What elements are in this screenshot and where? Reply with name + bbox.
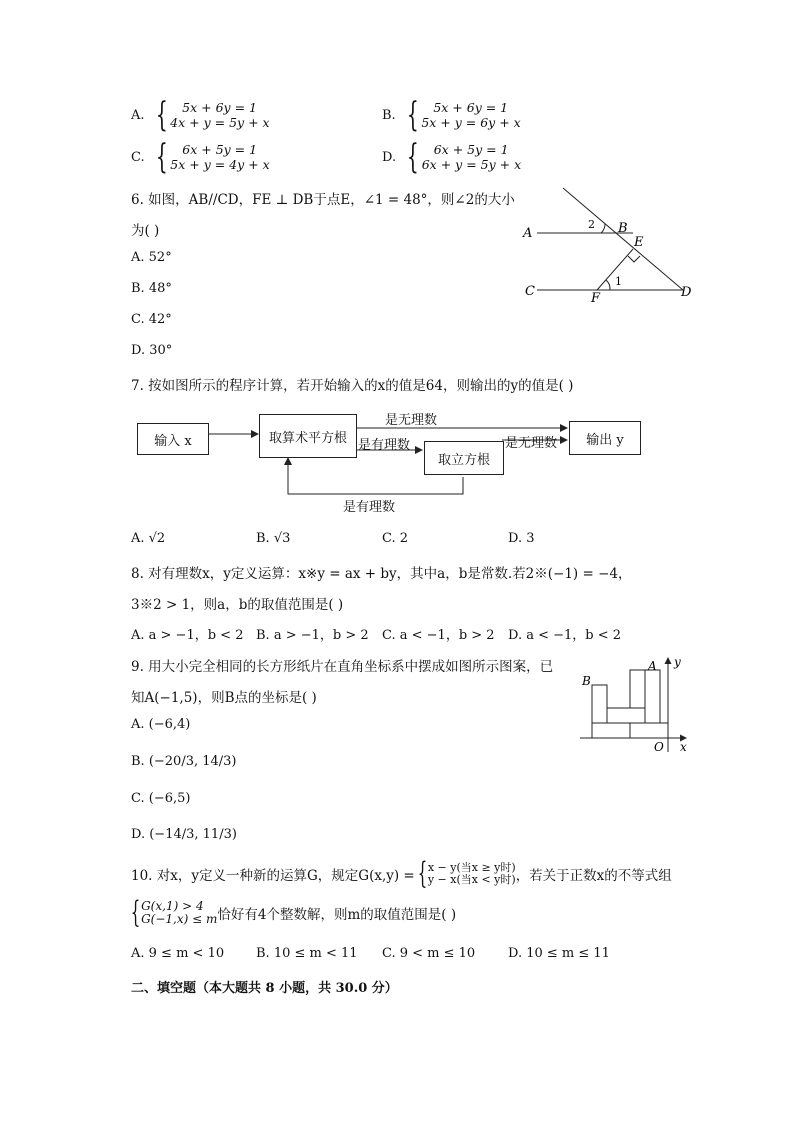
label-irrational-top: 是无理数 [385,413,438,428]
rect-right-upright [645,670,660,723]
q10-option-d: D. 10 ≤ m ≤ 11 [508,946,610,961]
q7-stem: 7. 按如图所示的程序计算，若开始输入的x的值是64，则输出的y的值是( ) [131,378,574,394]
q10-stem-line2: { G(x,1) > 4 G(−1,x) ≤ m 恰好有4个整数解，则m的取值范围是( ) [130,895,457,930]
label-d: D [681,285,692,300]
q10-option-c: C. 9 < m ≤ 10 [382,946,476,961]
label-rational-bottom: 是有理数 [343,500,396,515]
q8-option-a: A. a > −1，b < 2 [131,628,244,643]
label-a: A [523,226,533,241]
rect-bottom-right [630,723,668,738]
left-brace: { [406,137,419,177]
angle-1-arc [606,280,610,290]
q8-stem-line2: 3※2 > 1，则a，b的取值范围是( ) [131,597,344,613]
rect-bottom-left [592,723,630,738]
label-e: E [634,235,644,250]
left-brace: { [155,137,168,177]
label-o: O [654,740,664,754]
rect-left-upright [592,685,607,723]
q8-option-d: D. a < −1，b < 2 [508,628,622,643]
q6-option-b: B. 48° [131,281,172,296]
label-b: B [618,221,628,236]
q5-option-d: D. { 6x + 5y = 1 6x + y = 5y + x [382,137,522,177]
label-angle-1: 1 [615,275,622,288]
left-brace: { [155,95,168,135]
q6-option-c: C. 42° [131,312,172,327]
right-angle-mark [628,256,640,262]
rect-middle-upright [630,670,645,708]
q9-option-a: A. (−6,4) [131,717,191,732]
q7-option-c: C. 2 [382,531,409,546]
flow-output-box: 输出 y [569,421,641,455]
q5-option-a: A. { 5x + 6y = 1 4x + y = 5y + x [131,95,270,135]
label-a: A [648,659,657,673]
q7-option-a: A. √2 [131,531,166,546]
q9-option-d: D. (−14/3, 11/3) [131,827,237,842]
label-rational-mid: 是有理数 [358,438,411,453]
q6-geometry-figure [515,180,705,305]
flow-input-box: 输入 x [137,423,209,455]
q5-option-b: B. { 5x + 6y = 1 5x + y = 6y + x [382,95,521,135]
q9-option-c: C. (−6,5) [131,791,191,806]
q9-option-b: B. (−20/3, 14/3) [131,754,237,769]
q7-option-d: D. 3 [508,531,535,546]
section-2-heading: 二、填空题（本大题共 8 小题，共 30.0 分） [131,981,398,996]
q10-stem-line1: 10. 对x，y定义一种新的运算G，规定G(x,y) = { x − y(当x ≥ y时) y − x(当x < y时) ，若关于正数x的不等式组 [131,856,672,891]
q7-option-b: B. √3 [256,531,291,546]
q5-option-c: C. { 6x + 5y = 1 5x + y = 4y + x [131,137,270,177]
left-brace: { [130,895,141,930]
flow-sqrt-box: 取算术平方根 [259,414,357,458]
flow-cbrt-box: 取立方根 [424,441,504,475]
q9-stem-line1: 9. 用大小完全相同的长方形纸片在直角坐标系中摆成如图所示图案，已 [131,659,554,675]
label-y: y [674,655,681,669]
q10-option-a: A. 9 ≤ m < 10 [131,946,225,961]
q10-option-b: B. 10 ≤ m < 11 [256,946,358,961]
label-x: x [680,740,687,754]
q8-stem-line1: 8. 对有理数x，y定义运算：x※y = ax + by，其中a，b是常数.若2※(−1) = −4， [131,566,632,582]
q9-rectangle-figure [578,652,698,757]
q8-option-b: B. a > −1，b > 2 [256,628,369,643]
label-irrational-right: 是无理数 [505,436,558,451]
q6-option-a: A. 52° [131,250,172,265]
left-brace: { [406,95,419,135]
rect-middle [607,708,645,723]
label-angle-2: 2 [588,218,595,231]
q6-stem-line2: 为( ) [131,223,160,239]
label-f: F [591,291,601,305]
q6-option-d: D. 30° [131,343,173,358]
angle-2-arc [601,224,605,233]
q9-stem-line2: 知A(−1,5)，则B点的坐标是( ) [131,690,317,706]
label-c: C [525,284,535,299]
q8-option-c: C. a < −1，b > 2 [382,628,495,643]
line-bd [563,188,683,290]
label-b: B [582,674,591,688]
left-brace: { [417,856,428,891]
q6-stem-line1: 6. 如图，AB//CD，FE ⊥ DB于点E，∠1 = 48°，则∠2的大小 [131,192,515,208]
